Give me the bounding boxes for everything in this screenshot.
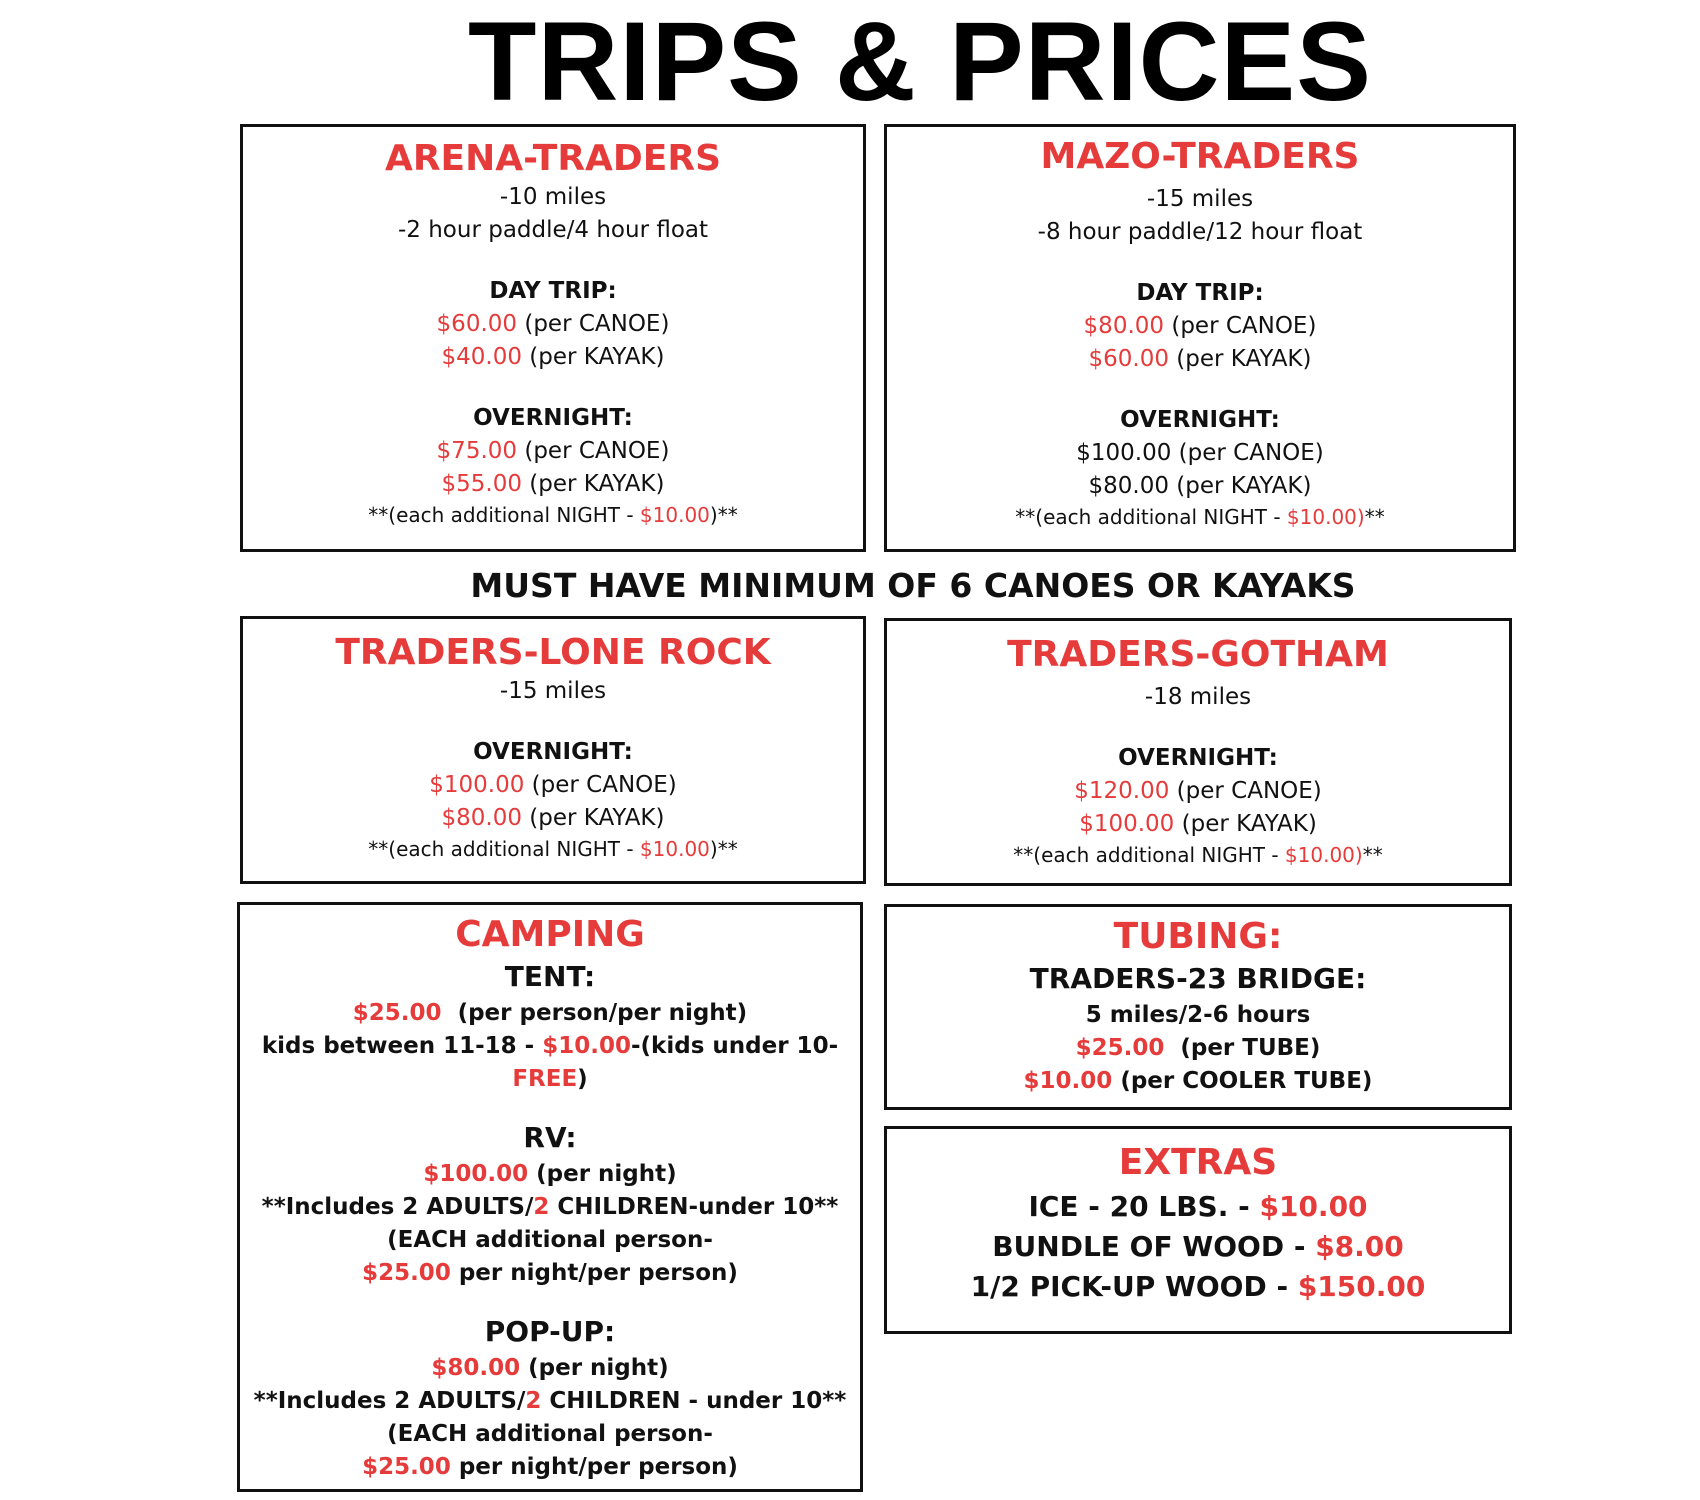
unit: (per person/per night) — [441, 1000, 748, 1026]
price: $25.00 — [1075, 1035, 1165, 1061]
item-price: $150.00 — [1297, 1270, 1426, 1303]
note-suffix: ** — [1362, 843, 1383, 867]
popup-label: POP-UP: — [484, 1315, 616, 1348]
item-price: $8.00 — [1315, 1230, 1404, 1263]
overnight-kayak-row: $80.00 (per KAYAK) — [1088, 473, 1312, 499]
kids-mid: -(kids under 10- — [631, 1033, 839, 1059]
note-prefix: **(each additional NIGHT - — [1013, 843, 1285, 867]
price: $120.00 — [1074, 778, 1170, 804]
unit: per night/per person) — [450, 1260, 738, 1286]
price: $25.00 — [352, 1000, 442, 1026]
distance: -15 miles — [499, 678, 607, 704]
unit: (per KAYAK) — [1169, 346, 1312, 372]
day-trip-label: DAY TRIP: — [489, 278, 617, 304]
ice-row — [887, 1187, 1509, 1227]
overnight-canoe-row — [887, 775, 1509, 808]
card-title: TUBING: — [1113, 916, 1283, 957]
mazo-traders-card — [884, 124, 1516, 552]
note-prefix: **(each additional NIGHT - — [368, 837, 640, 861]
price: $60.00 — [436, 311, 518, 337]
price: $75.00 — [436, 438, 518, 464]
price: $25.00 — [362, 1260, 451, 1286]
page-title: TRIPS & PRICES — [468, 0, 1372, 124]
overnight-canoe-row — [243, 435, 863, 468]
includes-num: 2 — [525, 1388, 542, 1414]
unit: per night/per person) — [450, 1454, 738, 1480]
overnight-canoe-row — [243, 769, 863, 802]
card-title: EXTRAS — [1118, 1142, 1278, 1183]
duration: -2 hour paddle/4 hour float — [397, 217, 709, 243]
day-trip-label: DAY TRIP: — [1136, 280, 1264, 306]
unit: (per CANOE) — [1169, 778, 1322, 804]
unit: (per KAYAK) — [522, 344, 665, 370]
unit: (per CANOE) — [517, 438, 670, 464]
note-suffix: )** — [709, 503, 738, 527]
rv-includes — [240, 1191, 860, 1224]
distance: -10 miles — [499, 184, 607, 210]
note-price: $10.00) — [1284, 843, 1363, 867]
price: $25.00 — [362, 1454, 451, 1480]
price: $60.00 — [1088, 346, 1169, 372]
additional-night-note — [887, 841, 1509, 869]
rv-price-row — [240, 1158, 860, 1191]
duration: -8 hour paddle/12 hour float — [1037, 219, 1363, 245]
kids-price: $10.00 — [542, 1033, 631, 1059]
overnight-kayak-row — [243, 802, 863, 835]
price: $40.00 — [441, 344, 522, 370]
unit: (per CANOE) — [1164, 313, 1317, 339]
tubing-route: TRADERS-23 BRIDGE: — [1029, 962, 1367, 995]
traders-gotham-card — [884, 618, 1512, 886]
overnight-label: OVERNIGHT: — [1118, 745, 1278, 771]
day-canoe-row — [887, 310, 1513, 343]
price: $80.00 — [441, 805, 522, 831]
kids-prefix: kids between 11-18 - — [261, 1033, 543, 1059]
rv-each-additional: (EACH additional person- — [387, 1227, 713, 1253]
unit: (per CANOE) — [524, 772, 677, 798]
item-price: $10.00 — [1259, 1190, 1368, 1223]
tube-price-row — [887, 1032, 1509, 1065]
overnight-kayak-row — [887, 808, 1509, 841]
wood-bundle-row — [887, 1227, 1509, 1267]
price: $55.00 — [441, 471, 522, 497]
additional-night-note — [243, 835, 863, 863]
price: $10.00 — [1023, 1068, 1113, 1094]
price: $80.00 — [1083, 313, 1165, 339]
includes-num: 2 — [533, 1194, 550, 1220]
kids-suffix: ) — [577, 1066, 588, 1092]
note-price: $10.00) — [1286, 505, 1365, 529]
includes-prefix: **Includes 2 ADULTS/ — [261, 1194, 534, 1220]
card-title: TRADERS-LONE ROCK — [335, 632, 771, 673]
tubing-info: 5 miles/2-6 hours — [1085, 1002, 1311, 1028]
card-title: TRADERS-GOTHAM — [1007, 634, 1389, 675]
popup-includes — [240, 1385, 860, 1418]
note-prefix: **(each additional NIGHT - — [1015, 505, 1287, 529]
unit: (per TUBE) — [1164, 1035, 1321, 1061]
unit: (per KAYAK) — [1174, 811, 1317, 837]
popup-additional-price-row — [240, 1451, 860, 1484]
popup-price-row — [240, 1352, 860, 1385]
kids-free: FREE — [512, 1066, 578, 1092]
includes-prefix: **Includes 2 ADULTS/ — [253, 1388, 526, 1414]
additional-night-note — [887, 503, 1513, 531]
day-canoe-row — [243, 308, 863, 341]
unit: (per KAYAK) — [522, 471, 665, 497]
note-price: $10.00 — [639, 503, 710, 527]
card-title: MAZO-TRADERS — [1040, 136, 1360, 177]
distance: -15 miles — [1146, 186, 1254, 212]
price: $100.00 — [423, 1161, 529, 1187]
day-kayak-row — [887, 343, 1513, 376]
card-title: ARENA-TRADERS — [384, 138, 722, 179]
pickup-wood-row — [887, 1267, 1509, 1307]
item-label: 1/2 PICK-UP WOOD - — [970, 1270, 1298, 1303]
includes-suffix: CHILDREN - under 10** — [541, 1388, 847, 1414]
extras-card — [884, 1126, 1512, 1334]
note-price: $10.00 — [639, 837, 710, 861]
tent-label: TENT: — [504, 960, 596, 993]
overnight-label: OVERNIGHT: — [473, 739, 633, 765]
kids-row — [240, 1030, 860, 1096]
tubing-card — [884, 904, 1512, 1110]
note-suffix: )** — [709, 837, 738, 861]
overnight-kayak-row — [243, 468, 863, 501]
rv-additional-price-row — [240, 1257, 860, 1290]
unit: (per KAYAK) — [522, 805, 665, 831]
unit: (per night) — [520, 1355, 669, 1381]
day-kayak-row — [243, 341, 863, 374]
note-suffix: ** — [1364, 505, 1385, 529]
minimum-notice: MUST HAVE MINIMUM OF 6 CANOES OR KAYAKS — [470, 566, 1356, 605]
camping-card — [237, 902, 863, 1492]
distance: -18 miles — [1144, 684, 1252, 710]
tent-price-row — [240, 997, 860, 1030]
item-label: BUNDLE OF WOOD - — [992, 1230, 1316, 1263]
overnight-label: OVERNIGHT: — [473, 405, 633, 431]
rv-label: RV: — [523, 1121, 577, 1154]
cooler-tube-price-row — [887, 1065, 1509, 1098]
unit: (per CANOE) — [517, 311, 670, 337]
note-prefix: **(each additional NIGHT - — [368, 503, 640, 527]
card-title: CAMPING — [455, 914, 645, 955]
unit: (per COOLER TUBE) — [1112, 1068, 1373, 1094]
price: $100.00 — [429, 772, 525, 798]
overnight-canoe-row: $100.00 (per CANOE) — [1076, 440, 1324, 466]
additional-night-note — [243, 501, 863, 529]
arena-traders-card — [240, 124, 866, 552]
traders-lone-rock-card — [240, 616, 866, 884]
includes-suffix: CHILDREN-under 10** — [549, 1194, 839, 1220]
price: $80.00 — [431, 1355, 521, 1381]
overnight-label: OVERNIGHT: — [1120, 407, 1280, 433]
unit: (per night) — [528, 1161, 677, 1187]
price: $100.00 — [1079, 811, 1175, 837]
item-label: ICE - 20 LBS. - — [1028, 1190, 1260, 1223]
popup-each-additional: (EACH additional person- — [387, 1421, 713, 1447]
